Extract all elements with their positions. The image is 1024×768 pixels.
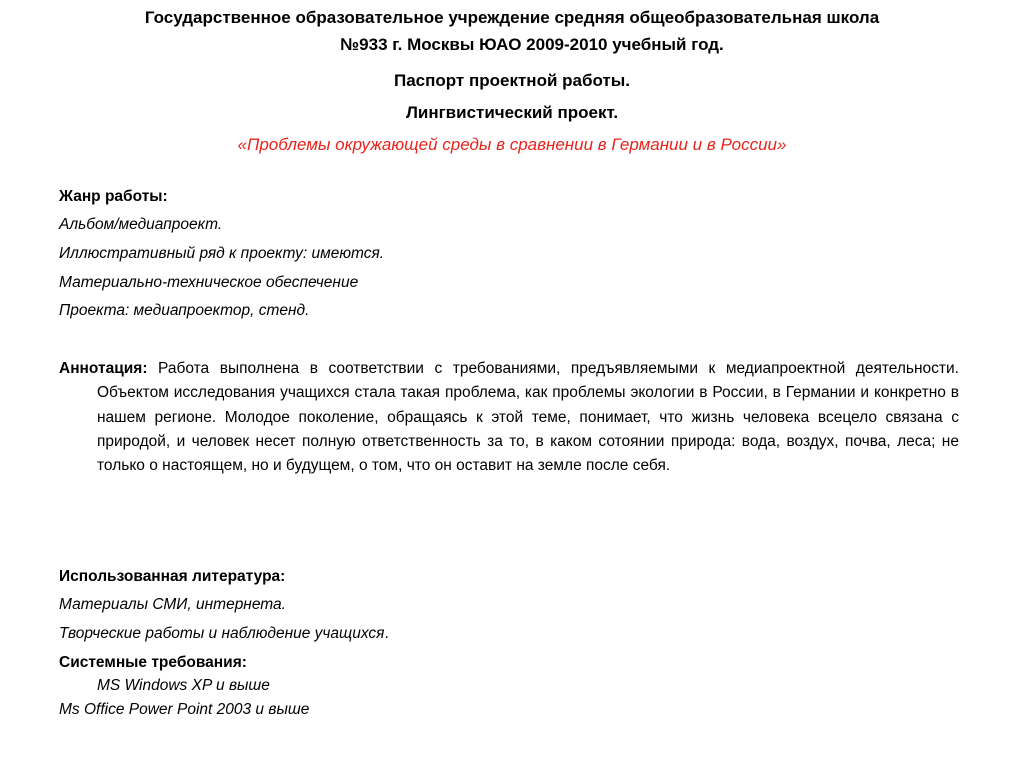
project-type-title: Лингвистический проект. xyxy=(405,103,619,122)
project-title: «Проблемы окружающей среды в сравнении в Германии и в России» xyxy=(237,135,787,154)
annotation-paragraph xyxy=(59,357,959,478)
annotation-text: Работа выполнена в соответствии с требованиями, предъявляемыми к медиапроектной деятельности. Объектом исследования учащихся стала такая проблема, как проблемы экологии в России, в Германии и конкретно в нашем регионе. Молодое поколение, обращаясь к этой теме, понимает, что жизнь человека всецело связана с природой, и человек несет полную ответственность за то, в каком сотоянии природа: вода, воздух, почва, леса; не только о настоящем, но и будущем, о том, что он оставит на земле после себя. xyxy=(97,360,959,475)
literature-label: Использованная литература: xyxy=(59,568,286,585)
requirements-item-2: Ms Office Power Point 2003 и выше xyxy=(59,701,310,718)
literature-item-2-end: . xyxy=(384,625,389,642)
requirements-label: Системные требования: xyxy=(59,654,247,671)
school-number-year-line: №933 г. Москвы ЮАО 2009-2010 учебный год. xyxy=(340,35,724,54)
annotation-label: Аннотация: xyxy=(59,360,148,377)
equipment-line-1: Материально-техническое обеспечение xyxy=(59,274,359,291)
illustrations-line: Иллюстративный ряд к проекту: имеются. xyxy=(59,245,385,262)
passport-title: Паспорт проектной работы. xyxy=(393,71,630,90)
literature-item-2-row xyxy=(59,625,389,643)
literature-item-2: Творческие работы и наблюдение учащихся xyxy=(59,625,385,642)
genre-label: Жанр работы: xyxy=(59,188,168,205)
equipment-line-2: Проекта: медиапроектор, стенд. xyxy=(59,302,310,319)
genre-value: Альбом/медиапроект. xyxy=(59,216,223,233)
requirements-item-1: MS Windows XP и выше xyxy=(97,677,270,694)
literature-item-1: Материалы СМИ, интернета. xyxy=(59,596,286,613)
school-name-line: Государственное образовательное учреждение средняя общеобразовательная школа xyxy=(144,8,880,27)
